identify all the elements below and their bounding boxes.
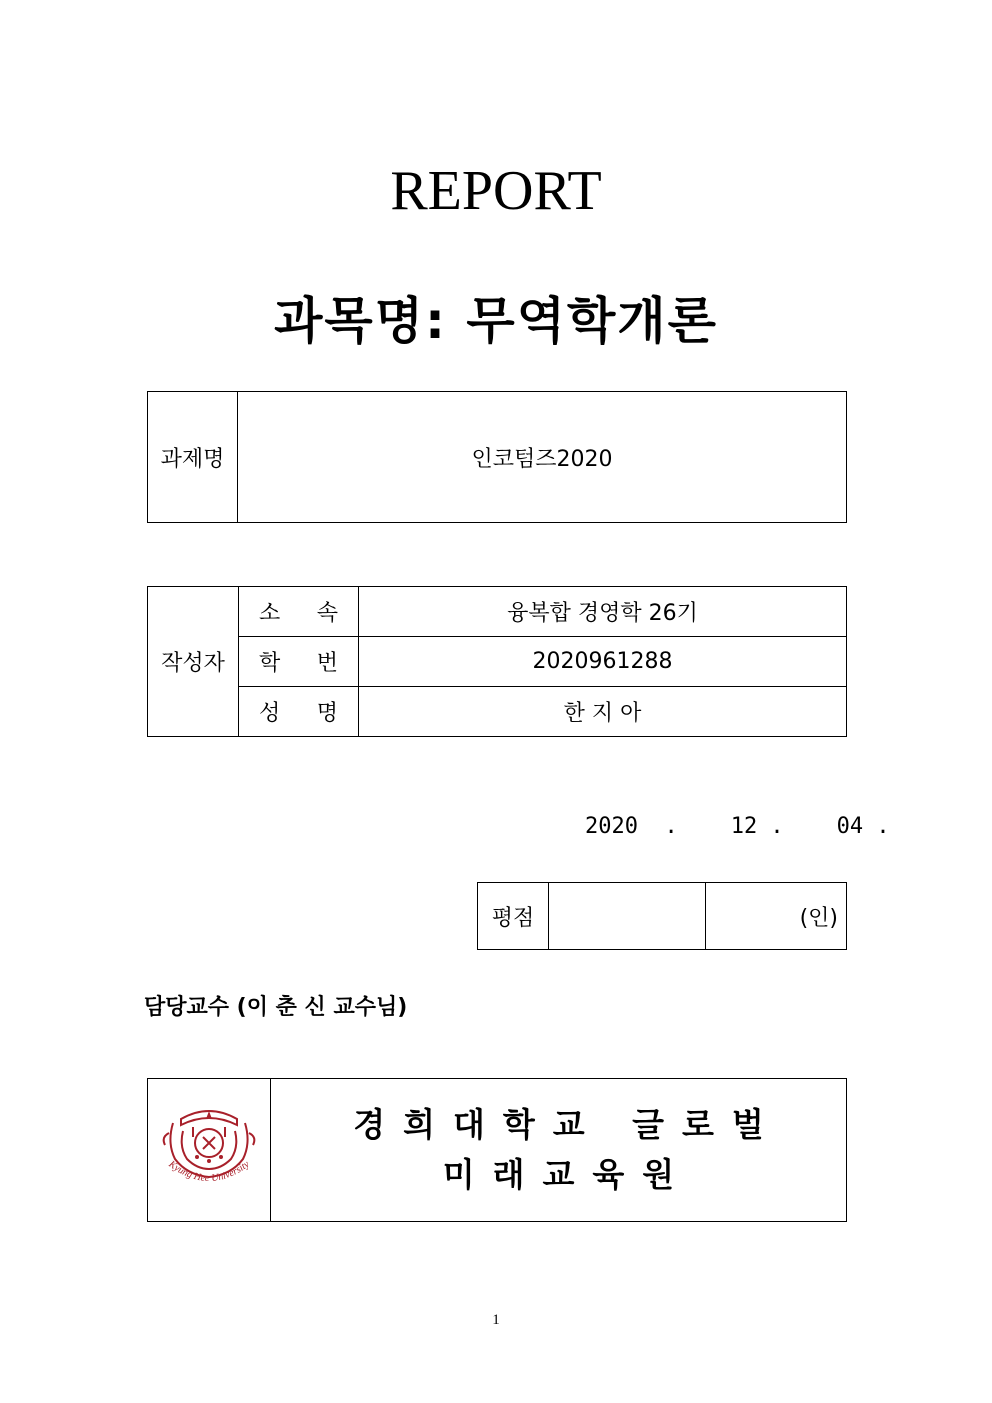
name-label-a: 성: [259, 701, 281, 726]
school-name-line2: 미래교육원: [442, 1155, 693, 1194]
grade-score: [549, 883, 706, 950]
university-logo-text: Kyung Hee University: [166, 1158, 252, 1185]
assignment-row: [148, 392, 847, 523]
assignment-table: [147, 391, 847, 523]
grade-row: [478, 883, 847, 950]
affiliation-label-b: 속: [316, 601, 338, 626]
grade-label: 평점: [478, 883, 549, 950]
student-id-label-b: 번: [316, 651, 338, 676]
assignment-value: 인코텀즈2020: [238, 392, 847, 523]
university-logo-cell: [148, 1079, 271, 1222]
assignment-label: 과제명: [148, 392, 238, 523]
course-title: 과목명: 무역학개론: [274, 292, 718, 350]
author-label: 작성자: [148, 587, 239, 737]
affiliation-label-a: 소: [259, 601, 281, 626]
author-row-student-id: [148, 637, 847, 687]
author-row-affiliation: [148, 587, 847, 637]
affiliation-value: 융복합 경영학 26기: [359, 587, 847, 637]
name-label-b: 명: [316, 701, 338, 726]
professor-line: 담당교수 (이 춘 신 교수님): [144, 995, 408, 1020]
student-id-label: [239, 637, 359, 687]
submission-date: 2020 . 12 . 04 .: [585, 814, 890, 839]
school-name-cell: [271, 1079, 847, 1222]
page-number: 1: [492, 1312, 500, 1328]
grade-table: [477, 882, 847, 950]
school-name-line1: 경희대학교 글로벌: [353, 1105, 782, 1144]
student-id-label-a: 학: [259, 651, 281, 676]
report-title: REPORT: [390, 160, 602, 222]
grade-seal: (인): [706, 883, 847, 950]
author-table: [147, 586, 847, 737]
name-value: 한 지 아: [359, 687, 847, 737]
university-logo: [153, 1097, 265, 1197]
author-row-name: [148, 687, 847, 737]
affiliation-label: [239, 587, 359, 637]
school-row: [148, 1079, 847, 1222]
name-label: [239, 687, 359, 737]
school-table: [147, 1078, 847, 1222]
student-id-value: 2020961288: [359, 637, 847, 687]
